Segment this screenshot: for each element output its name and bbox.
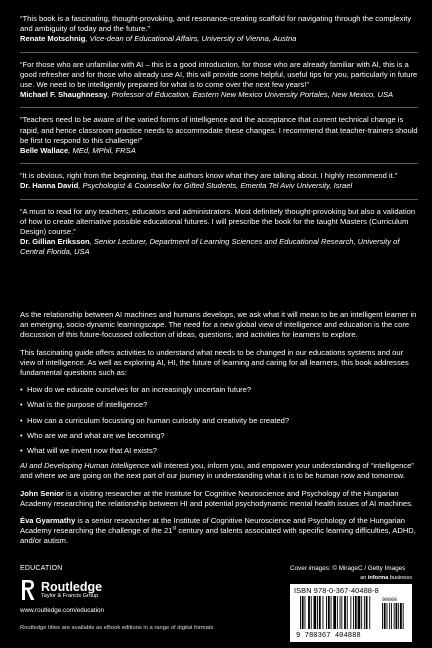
- book-title: AI and Developing Human Intelligence: [20, 461, 150, 471]
- divider: [20, 52, 418, 53]
- barcode-bar: [403, 603, 404, 629]
- subject-category: EDUCATION: [20, 565, 63, 572]
- testimonial-role: , Vice-dean of Educational Affairs, University of Vienna, Austria: [85, 34, 297, 44]
- author-bio-text: century and talents associated with specific learning difficulties, ADHD, and/or autism.: [20, 526, 416, 546]
- testimonial-role: , Psychologist & Counsellor for Gifted Students, Emerita Tel Aviv University, Israel: [78, 181, 353, 191]
- barcode-bar: [364, 596, 365, 629]
- question-item: • What is the purpose of intelligence?: [20, 400, 420, 410]
- barcode-bar: [344, 596, 346, 629]
- testimonial-role: , Senior Lecturer, Department of Learning Sciences and Educational Research, University of Central Florida, USA: [20, 237, 400, 257]
- publisher-group: Taylor & Francis Group: [41, 592, 99, 599]
- barcode-bar: [308, 596, 310, 629]
- closing-paragraph: [20, 461, 420, 481]
- testimonial-attribution: [20, 181, 420, 191]
- divider: [20, 163, 418, 164]
- barcode-bar: [394, 603, 395, 629]
- barcode-bar: [328, 596, 330, 629]
- testimonial-name: Renate Motschnig: [20, 34, 86, 44]
- testimonial-quote: “Teachers need to be aware of the varied forms of intelligence and the acceptance that current technical change is rapid, and hence classroom practice needs to accommodate these changes. I recommend that teacher-trainers should be first to respond to this challenge!”: [20, 115, 418, 145]
- testimonial-quote: “For those who are unfamiliar with AI – this is a good introduction, for those who are already familiar with AI, this is a good refresher and for those who already use AI, this will provide some helpful, useful tips for you, particularly in future use. We need to be intelligently prepared for what is to come over the next few years!”: [20, 59, 418, 90]
- testimonial: [20, 207, 420, 258]
- question-item: • Who are we and what are we becoming?: [20, 431, 420, 441]
- question-item: • What will we invent now that AI exists?: [20, 446, 420, 456]
- testimonial-quote: “It is obvious, right from the beginning, that the authors know what they are talking about. I highly recommend it.”: [20, 171, 398, 181]
- barcode-bar: [400, 603, 402, 629]
- barcode-bar: [387, 603, 388, 629]
- publisher-url[interactable]: www.routledge.com/education: [20, 607, 105, 614]
- testimonial-name: Dr. Gillian Eriksson: [20, 237, 90, 247]
- testimonial: [20, 115, 420, 156]
- barcode-bar: [350, 596, 351, 629]
- price-code: 90000: [382, 597, 398, 603]
- testimonial-attribution: [20, 90, 420, 100]
- barcode-bar: [341, 596, 342, 629]
- barcode-bar: [326, 596, 327, 629]
- question-item: • How can a curriculum focussing on human curiosity and creativity be created?: [20, 416, 420, 426]
- barcode-bar: [302, 596, 304, 629]
- testimonial-name: Belle Wallace: [20, 146, 69, 156]
- testimonials: [20, 14, 420, 265]
- testimonial-quote: “This book is a fascinating, thought-provoking, and resonance-creating scaffold for navigating through the complexity and ambiguity of today and the future.”: [20, 14, 412, 34]
- testimonial: [20, 14, 420, 45]
- barcode-bar: [353, 596, 354, 629]
- barcode-bar: [391, 603, 392, 629]
- book-description: [20, 310, 420, 554]
- barcode-bar: [347, 596, 348, 629]
- informa-post: business: [388, 575, 412, 581]
- publisher-logo: [20, 579, 220, 601]
- ebook-note: Routledge titles are available as eBook editions in a range of digital formats: [20, 625, 214, 631]
- description-paragraph: As the relationship between AI machines and humans develops, we ask what it will mean to be an intelligent learner in an emerging, socio-dynamic learningscape. The need for a new global view of intelligence and education is the core discussion of this future-focussed collection of ideas, questions, and activities for learners to explore.: [20, 310, 417, 340]
- barcode-bar: [337, 596, 338, 629]
- divider: [20, 199, 418, 200]
- author-bio-text: is a visiting researcher at the Institute for Cognitive Neuroscience and Psychology of the Hungarian Academy researching the relationship between HI and potential psychodynamic mental health issues of AI machines.: [20, 488, 413, 508]
- informa-brand: informa: [367, 575, 389, 581]
- barcode-bar: [319, 596, 321, 629]
- barcode-bar: [323, 596, 324, 629]
- informa-pre: an: [360, 575, 368, 581]
- author-name: Éva Gyarmathy: [20, 516, 76, 526]
- barcode-bar: [340, 596, 341, 629]
- barcode-bar: [382, 603, 383, 629]
- testimonial: [20, 171, 420, 191]
- barcode-bar: [300, 596, 301, 629]
- testimonial-name: Dr. Hanna David: [20, 181, 79, 191]
- barcode-bar: [311, 596, 312, 629]
- barcode-bar: [331, 596, 332, 629]
- description-paragraph: This fascinating guide offers activities to understand what needs to be changed in our educations systems and our view of intelligence. As well as exploring AI, HI, the future of learning and caring for all learners, this book addresses fundamental questions such as:: [20, 347, 409, 378]
- closing-text: will interest you, inform you, and empower your understanding of “intelligence” and where we are going on the next part of our journey in understanding what it is to be human now and tomorrow.: [20, 461, 414, 481]
- barcode-bar: [389, 603, 390, 629]
- testimonial-attribution: [20, 146, 420, 156]
- testimonial: [20, 60, 420, 101]
- barcode-bar: [317, 596, 318, 629]
- barcode-bar: [384, 603, 386, 629]
- isbn: ISBN 978-0-367-40488-8: [294, 586, 379, 595]
- testimonial-quote: “A must to read for any teachers, educators and administrators. Most definitely thought-provoking but also a validation of how to create alternative possible educational futures. I will prescribe the book for the taught Masters (Curriculum Design) course.”: [20, 206, 416, 237]
- barcode-bar: [358, 596, 361, 629]
- informa-tagline: [290, 575, 412, 581]
- publisher-block: [20, 565, 220, 614]
- superscript: st: [172, 525, 177, 532]
- question-item: • How do we educate ourselves for an increasingly uncertain future?: [20, 385, 420, 395]
- barcode: [290, 584, 412, 642]
- barcode-digits: 9 780367 404888: [296, 632, 361, 639]
- barcode-bar: [361, 596, 362, 629]
- publisher-name: Routledge: [41, 579, 103, 594]
- barcode-bar: [305, 596, 306, 629]
- question-list: [20, 385, 420, 456]
- cover-credit: Cover images: © MirageC / Getty Images: [290, 565, 406, 572]
- author-name: John Senior: [20, 488, 64, 498]
- testimonial-name: Michael F. Shaughnessy: [20, 90, 108, 100]
- barcode-bar: [396, 603, 398, 629]
- barcode-bar: [314, 596, 317, 629]
- barcode-block: [290, 565, 412, 642]
- divider: [20, 107, 418, 108]
- author-bio: [20, 489, 420, 509]
- testimonial-role: , MEd, MPhil, FRSA: [68, 146, 136, 156]
- barcode-bar: [398, 603, 399, 629]
- barcode-bar: [355, 596, 357, 629]
- barcode-bar: [369, 596, 370, 629]
- testimonial-role: , Professor of Education, Eastern New Mexico University Portales, New Mexico, USA: [107, 90, 394, 100]
- barcode-bar: [333, 596, 336, 629]
- author-bio: [20, 516, 420, 547]
- routledge-logo-icon: [20, 579, 36, 601]
- barcode-bar: [366, 596, 368, 629]
- barcode-graphic: [294, 595, 408, 639]
- testimonial-attribution: [20, 34, 420, 44]
- author-bio-text: is a senior researcher at the Institute of Cognitive Neuroscience and Psychology of the Hungarian Academy researching the challenge of the 21: [20, 516, 405, 536]
- testimonial-attribution: [20, 237, 420, 257]
